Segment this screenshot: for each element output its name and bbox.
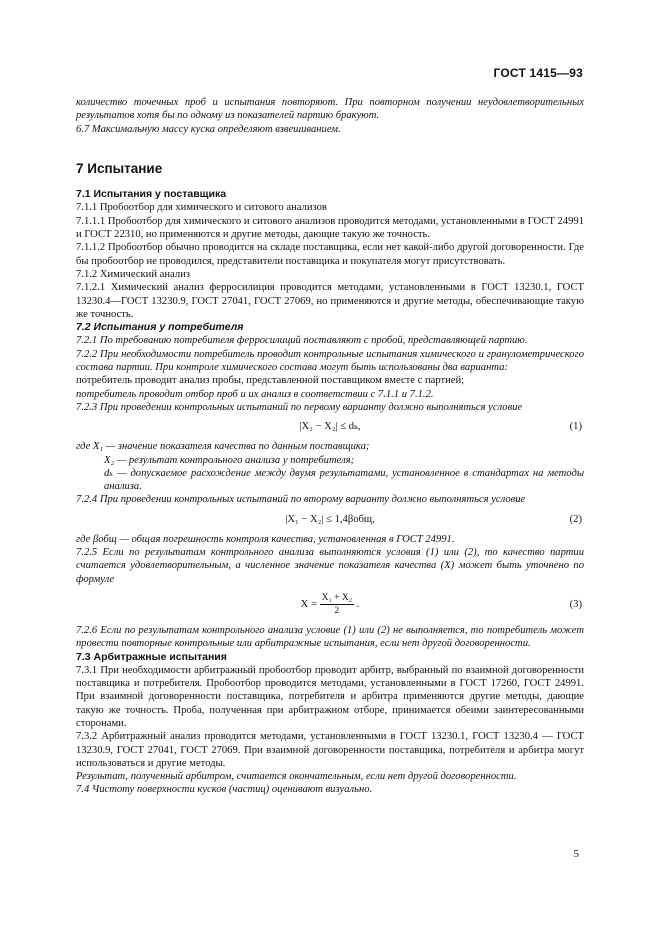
paragraph-7-1-1-2: 7.1.1.2 Пробоотбор обычно проводится на складе поставщика, если нет какой-либо другой договоренности. Где бы пробоотбор не проводился, представители поставщика и покупателя могут присутствовать. — [76, 242, 584, 267]
paragraph-continued: количество точечных проб и испытания повторяют. При повторном получении неудовлетворительных результатов хотя бы по одному из показателей партию бракуют. — [76, 97, 584, 122]
paragraph-7-2-2: 7.2.2 При необходимости потребитель проводит контрольные испытания химического и гранулометрического состава партии. При контроле химического состава могут быть использованы два варианта: — [76, 348, 584, 374]
formula-2 — [76, 509, 584, 531]
legend-dk: dₖ — допускаемое расхождение между двумя результатами, установленное в стандартах на методы анализа. — [104, 467, 584, 493]
formula-2-number: (2) — [569, 513, 582, 525]
paragraph-7-3-2: 7.3.2 Арбитражный анализ проводится методами, установленными в ГОСТ 13230.1, ГОСТ 13230.4 — ГОСТ 13230.9, ГОСТ 27041, ГОСТ 27069. При взаимной договоренности поставщика, потребителя и арбитра могут использоваться и другие методы. — [76, 731, 584, 769]
paragraph-7-3-1: 7.3.1 При необходимости арбитражный пробоотбор проводит арбитр, выбранный по взаимной договоренности поставщика и потребителя. Пробоотбор проводится методами, установленными в ГОСТ 17260, ГОСТ 24991. При взаимной договоренности поставщика, потребителя и арбитра применяются другие методы, дающие такую же точность. Проба, полученная при арбитражном отборе, принимается обеими заинтересованными сторонами. — [76, 664, 584, 729]
formula-1-expression: |X₁ − X₂| ≤ dₖ, — [299, 421, 361, 433]
formula-3-lhs: X = — [300, 598, 317, 610]
legend-x1: где X₁ — значение показателя качества по данным поставщика; — [76, 441, 370, 453]
formula-3-denominator: 2 — [334, 605, 340, 616]
formula-3-fraction — [320, 592, 354, 617]
subsection-heading-7-3: 7.3 Арбитражные испытания — [76, 650, 227, 663]
legend-x2: X₂ — результат контрольного анализа у потребителя; — [104, 454, 355, 466]
document-header: ГОСТ 1415—93 — [493, 66, 583, 80]
section-heading-7: 7 Испытание — [76, 160, 163, 176]
formula-3-numerator: X₁ + X₂ — [321, 592, 353, 603]
subsection-heading-7-1: 7.1 Испытания у поставщика — [76, 188, 227, 201]
formula-3-end: . — [356, 598, 360, 610]
subsection-heading-7-2: 7.2 Испытания у потребителя — [76, 321, 244, 334]
paragraph-result: Результат, полученный арбитром, считается окончательным, если нет другой договоренности. — [76, 771, 517, 783]
paragraph-variant-2: потребитель проводит отбор проб и их анализ в соответствии с 7.1.1 и 7.1.2. — [76, 388, 434, 400]
legend-beta: где βобщ — общая погрешность контроля качества, установленная в ГОСТ 24991. — [76, 533, 455, 545]
page-number: 5 — [573, 848, 579, 860]
formula-3-number: (3) — [569, 598, 582, 610]
paragraph-7-2-4: 7.2.4 При проведении контрольных испытаний по второму варианту должно выполняться условие — [76, 494, 526, 506]
formula-1 — [76, 416, 584, 438]
formula-1-number: (1) — [569, 421, 582, 433]
formula-3 — [76, 588, 584, 622]
paragraph-7-4: 7.4 Чистоту поверхности кусков (частиц) оценивают визуально. — [76, 784, 373, 796]
paragraph-variant-1: потребитель проводит анализ пробы, представленной поставщиком вместе с партией; — [76, 375, 465, 387]
formula-2-expression: |X₁ − X₂| ≤ 1,4βобщ, — [285, 513, 375, 525]
paragraph-7-2-5: 7.2.5 Если по результатам контрольного анализа выполняются условия (1) или (2), то качество партии считается удовлетворительным, а численное значение показателя качества (X) может быть уточнено по формуле — [76, 547, 584, 585]
paragraph-7-1-1: 7.1.1 Пробоотбор для химического и ситового анализов — [76, 202, 327, 214]
formula-1-legend — [76, 440, 584, 493]
paragraph-7-1-1-1: 7.1.1.1 Пробоотбор для химического и ситового анализов проводится методами, установленными в ГОСТ 24991 и ГОСТ 22310, но применяются и другие методы, дающие такую же точность. — [76, 215, 584, 241]
paragraph-7-1-2: 7.1.2 Химический анализ — [76, 268, 190, 280]
paragraph-6-7 — [76, 123, 584, 136]
paragraph-6-7-text: 6.7 Максимальную массу куска определяют взвешиванием. — [76, 123, 341, 135]
paragraph-7-1-2-1: 7.1.2.1 Химический анализ ферросилиция проводится методами, установленными в ГОСТ 13230.1, ГОСТ 13230.4—ГОСТ 13230.9, ГОСТ 27041, ГОСТ 27069, но применяются и другие методы, обеспечивающие такую же точность. — [76, 282, 584, 320]
paragraph-7-2-3: 7.2.3 При проведении контрольных испытаний по первому варианту должно выполняться условие — [76, 401, 523, 413]
paragraph-7-2-6: 7.2.6 Если по результатам контрольного анализа условие (1) или (2) не выполняется, то потребитель может провести повторные контрольные или арбитражные испытания, если нет другой договоренности. — [76, 624, 584, 650]
document-body — [76, 96, 584, 797]
paragraph-7-2-1: 7.2.1 По требованию потребителя ферросилиций поставляют с пробой, представляющей партию. — [76, 335, 528, 347]
